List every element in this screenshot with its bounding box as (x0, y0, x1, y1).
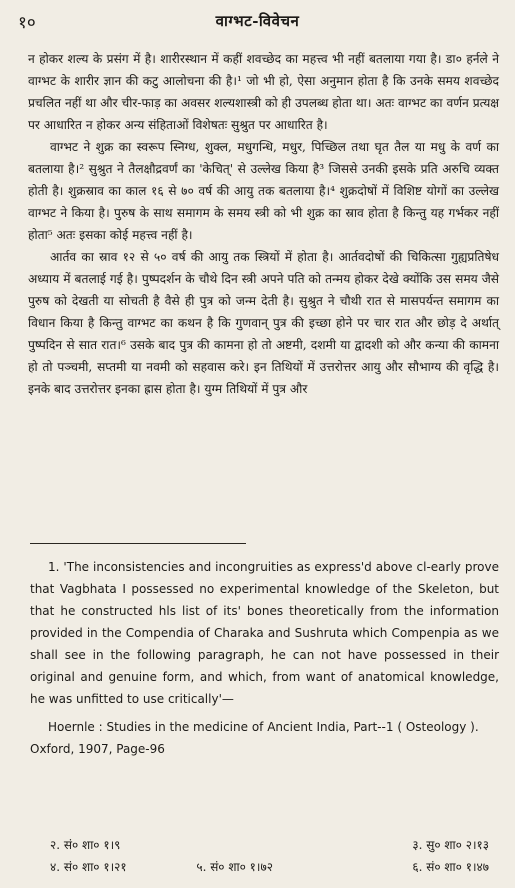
footnote-1-citation: Hoernle : Studies in the medicine of Ancient India, Part--1 ( Osteology ). Oxford, 1907, Page-96 (30, 720, 479, 756)
paragraph-3: आर्तव का स्राव १२ से ५० वर्ष की आयु तक स्त्रियों में होता है। आर्तवदोषों की चिकित्सा गुह्यप्रतिषेध अध्याय में बतलाई गई है। पुष्पदर्शन के चौथे दिन स्त्री अपने पति को तन्मय होकर देखे क्योंकि उस समय जैसे पुरुष को देखती या सोचती है वैसे ही पुत्र को जन्म देती है। सुश्रुत ने चौथी रात से मासपर्यन्त समागम का विधान किया है किन्तु वाग्भट का कथन है कि गुणवान् पुत्र की इच्छा होने पर चार रात और छोड़ दे अर्थात् पुष्पदिन से सात रात।⁶ उसके बाद पुत्र की कामना हो तो अष्टमी, दशमी या द्वादशी को और कन्या की कामना हो तो पञ्चमी, सप्तमी या नवमी को सहवास करे। इन तिथियों में उत्तरोत्तर आयु और सौभाग्य की वृद्धि है। इनके बाद उत्तरोत्तर इनका ह्रास होता है। युग्म तिथियों में पुत्र और (28, 250, 499, 396)
footnotes (30, 556, 499, 760)
footnote-ref-row-2 (30, 856, 499, 878)
page-header (14, 8, 501, 38)
body-text (28, 48, 499, 400)
footnote-ref-row-1 (30, 834, 499, 856)
footnote-ref: २. सं० शा० १।९ (50, 838, 121, 852)
footnote-1-quote: 1. 'The inconsistencies and incongruities as express'd above cl-early prove that Vagbhata I possessed no experimental knowledge of the Skeleton, but that he constructed hls list of its' bones theoretically from the information provided in the Compendia of Charaka and Sushruta which Compenpia as we shall see in the following paragraph, he can not have possessed in their original and genuine form, and which, from want of anatomical knowledge, he was unfitted to use critically'— (30, 560, 499, 706)
running-title: वाग्भट-विवेचन (215, 12, 300, 30)
page-number: १० (18, 13, 36, 33)
footnote-ref: ५. सं० शा० १।७२ (196, 860, 273, 874)
footnote-references (30, 834, 499, 878)
footnote-ref: ३. सु० शा० २।१३ (412, 838, 489, 852)
footnote-ref: ४. सं० शा० १।२१ (50, 860, 127, 874)
paragraph-2: वाग्भट ने शुक्र का स्वरूप स्निग्ध, शुक्ल, मधुगन्धि, मधुर, पिच्छिल तथा घृत तैल या मधु के वर्ण का बतलाया है।² सुश्रुत ने तैलक्षौद्रवर्णं का 'केचित्' से उल्लेख किया है³ जिससे उनकी इसके प्रति अरुचि व्यक्त होती है। शुक्रस्राव का काल १६ से ७० वर्ष की आयु तक बतलाया है।⁴ शुक्रदोषों में विशिष्ट योगों का उल्लेख वाग्भट ने किया है। पुरुष के साथ समागम के समय स्त्री को भी शुक्र का स्राव होता है किन्तु यह गर्भकर नहीं होता⁵ अतः इसका कोई महत्त्व नहीं है। (28, 140, 499, 242)
footnote-divider (30, 543, 246, 544)
paragraph-1: न होकर शल्य के प्रसंग में है। शारीरस्थान में कहीं शवच्छेद का महत्त्व भी नहीं बतलाया गया है। डा० हर्नले ने वाग्भट के शारीर ज्ञान की कटु आलोचना की है।¹ जो भी हो, ऐसा अनुमान होता है कि उनके समय शवच्छेद प्रचलित नहीं था और चीर-फाड़ का अवसर शल्यशास्त्री को ही उपलब्ध होता था। अतः वाग्भट का वर्णन प्रत्यक्ष पर आधारित न होकर अन्य संहिताओं विशेषतः सुश्रुत पर आधारित है। (28, 52, 499, 132)
footnote-ref: ६. सं० शा० १।४७ (412, 860, 489, 874)
